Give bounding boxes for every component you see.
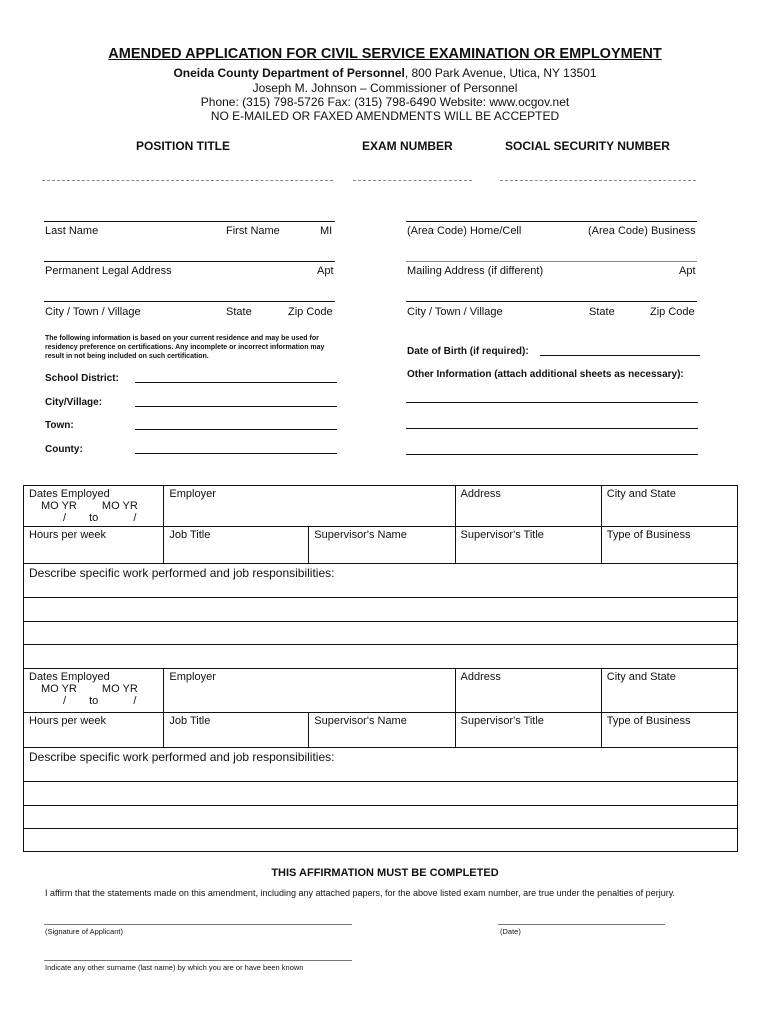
work-description-label: Describe specific work performed and job responsibilities: (29, 750, 335, 764)
supervisor-name-cell[interactable] (309, 527, 455, 564)
signature-field[interactable] (44, 924, 352, 925)
other-info-line-1[interactable] (406, 402, 698, 403)
home-phone-label: (Area Code) Home/Cell (407, 225, 522, 237)
employer-cell[interactable] (164, 669, 455, 713)
mailing-address-label: Mailing Address (if different) (407, 265, 544, 277)
supervisor-name-label: Supervisor's Name (314, 715, 407, 727)
work-description-cell[interactable] (24, 748, 738, 782)
address-label: Address (460, 671, 501, 683)
mailing-address-field[interactable] (406, 261, 697, 262)
to-row (29, 512, 158, 524)
city-state-zip-field[interactable] (44, 301, 335, 302)
name-field[interactable] (44, 221, 335, 222)
supervisor-title-cell[interactable] (455, 527, 601, 564)
dates-employed-cell[interactable] (24, 669, 164, 713)
business-phone-label: (Area Code) Business (588, 225, 696, 237)
date-field[interactable] (498, 924, 665, 925)
employer-label: Employer (169, 488, 216, 500)
last-name-label: Last Name (45, 225, 99, 237)
supervisor-title-label: Supervisor's Title (460, 529, 544, 541)
employment-table-1 (23, 485, 738, 669)
mo-yr-row (29, 500, 158, 512)
slash-1: / (63, 695, 67, 707)
hours-cell[interactable] (24, 527, 164, 564)
other-info-line-3[interactable] (406, 454, 698, 455)
address-cell[interactable] (455, 486, 601, 527)
city-state-cell[interactable] (601, 486, 737, 527)
position-title-field[interactable] (42, 180, 333, 181)
supervisor-name-cell[interactable] (309, 713, 455, 748)
ssn-field[interactable] (500, 180, 696, 181)
department-name: Oneida County Department of Personnel (173, 66, 405, 80)
business-type-label: Type of Business (606, 715, 691, 727)
mailing-city-field[interactable] (406, 301, 697, 302)
town-label: Town: (45, 420, 74, 431)
employer-label: Employer (169, 671, 216, 683)
to-row (29, 695, 158, 707)
city-state-label: City and State (606, 488, 676, 500)
county-field[interactable] (135, 453, 337, 454)
city-state-label: City and State (606, 671, 676, 683)
job-title-cell[interactable] (164, 527, 309, 564)
affirmation-title: THIS AFFIRMATION MUST BE COMPLETED (271, 867, 499, 879)
permanent-address-label: Permanent Legal Address (45, 265, 172, 277)
city-village-label: City/Village: (45, 397, 103, 408)
state-label: State (226, 306, 252, 318)
exam-number-label: EXAM NUMBER (362, 139, 453, 153)
contact-line: Phone: (315) 798-5726 Fax: (315) 798-6490 Website: www.ocgov.net (200, 95, 570, 109)
mo-yr-from: MO YR (41, 500, 77, 512)
other-info-label: Other Information (attach additional sheets as necessary): (407, 369, 684, 380)
dob-label: Date of Birth (if required): (407, 346, 529, 357)
slash-2: / (133, 512, 137, 524)
apt-label: Apt (317, 265, 334, 277)
address-label: Address (460, 488, 501, 500)
position-title-label: POSITION TITLE (136, 139, 231, 153)
dates-employed-label: Dates Employed (29, 671, 110, 683)
work-description-line[interactable] (24, 645, 738, 669)
work-description-line[interactable] (24, 622, 738, 645)
town-field[interactable] (135, 429, 337, 430)
signature-label: (Signature of Applicant) (45, 927, 123, 936)
slash-2: / (133, 695, 137, 707)
mailing-zip-label: Zip Code (650, 306, 695, 318)
job-title-cell[interactable] (164, 713, 309, 748)
hours-cell[interactable] (24, 713, 164, 748)
mo-yr-row (29, 683, 158, 695)
hours-label: Hours per week (29, 715, 107, 727)
commissioner-line: Joseph M. Johnson – Commissioner of Personnel (252, 81, 518, 95)
school-district-field[interactable] (135, 382, 337, 383)
mailing-city-label: City / Town / Village (407, 306, 503, 318)
exam-number-field[interactable] (353, 180, 472, 181)
business-type-label: Type of Business (606, 529, 691, 541)
dob-field[interactable] (540, 355, 700, 356)
notice-line: NO E-MAILED OR FAXED AMENDMENTS WILL BE ACCEPTED (210, 109, 560, 123)
work-description-line[interactable] (24, 782, 738, 806)
employer-cell[interactable] (164, 486, 455, 527)
work-description-line[interactable] (24, 806, 738, 829)
date-label: (Date) (500, 927, 521, 936)
to-label: to (89, 695, 99, 707)
school-district-label: School District: (45, 373, 119, 384)
mo-yr-to: MO YR (101, 500, 138, 512)
city-state-cell[interactable] (601, 669, 737, 713)
work-description-line[interactable] (24, 829, 738, 852)
dates-employed-cell[interactable] (24, 486, 164, 527)
mailing-state-label: State (589, 306, 615, 318)
first-name-label: First Name (226, 225, 280, 237)
other-surname-label: Indicate any other surname (last name) by which you are or have been known (45, 963, 304, 972)
phone-field[interactable] (406, 221, 697, 222)
zip-label: Zip Code (288, 306, 333, 318)
to-label: to (89, 512, 99, 524)
business-type-cell[interactable] (601, 527, 737, 564)
mi-label: MI (320, 225, 333, 237)
work-description-label: Describe specific work performed and job responsibilities: (29, 566, 335, 580)
supervisor-title-cell[interactable] (455, 713, 601, 748)
employment-table-2 (23, 668, 738, 852)
department-address: , 800 Park Avenue, Utica, NY 13501 (404, 66, 597, 80)
supervisor-title-label: Supervisor's Title (460, 715, 544, 727)
mailing-apt-label: Apt (679, 265, 696, 277)
hours-label: Hours per week (29, 529, 107, 541)
mo-yr-from: MO YR (41, 683, 77, 695)
dates-employed-label: Dates Employed (29, 488, 110, 500)
ssn-label: SOCIAL SECURITY NUMBER (505, 139, 670, 153)
mo-yr-to: MO YR (101, 683, 138, 695)
address-cell[interactable] (455, 669, 601, 713)
work-description-line[interactable] (24, 598, 738, 622)
county-label: County: (45, 444, 83, 455)
business-type-cell[interactable] (601, 713, 737, 748)
residency-note: The following information is based on your current residence and may be used for residency preference on certifications. Any incomplete or incorrect information may result in not being included on such certification. (45, 335, 325, 360)
other-info-line-2[interactable] (406, 428, 698, 429)
supervisor-name-label: Supervisor's Name (314, 529, 407, 541)
permanent-address-field[interactable] (44, 261, 335, 262)
job-title-label: Job Title (169, 529, 211, 541)
department-line (0, 66, 770, 81)
slash-1: / (63, 512, 67, 524)
job-title-label: Job Title (169, 715, 211, 727)
city-label: City / Town / Village (45, 306, 141, 318)
form-title: AMENDED APPLICATION FOR CIVIL SERVICE EXAMINATION OR EMPLOYMENT (108, 46, 662, 62)
city-village-field[interactable] (135, 406, 337, 407)
work-description-cell[interactable] (24, 564, 738, 598)
other-surname-field[interactable] (44, 960, 352, 961)
affirmation-statement: I affirm that the statements made on this amendment, including any attached papers, for the above listed exam number, are true under the penalties of perjury. (45, 888, 676, 898)
